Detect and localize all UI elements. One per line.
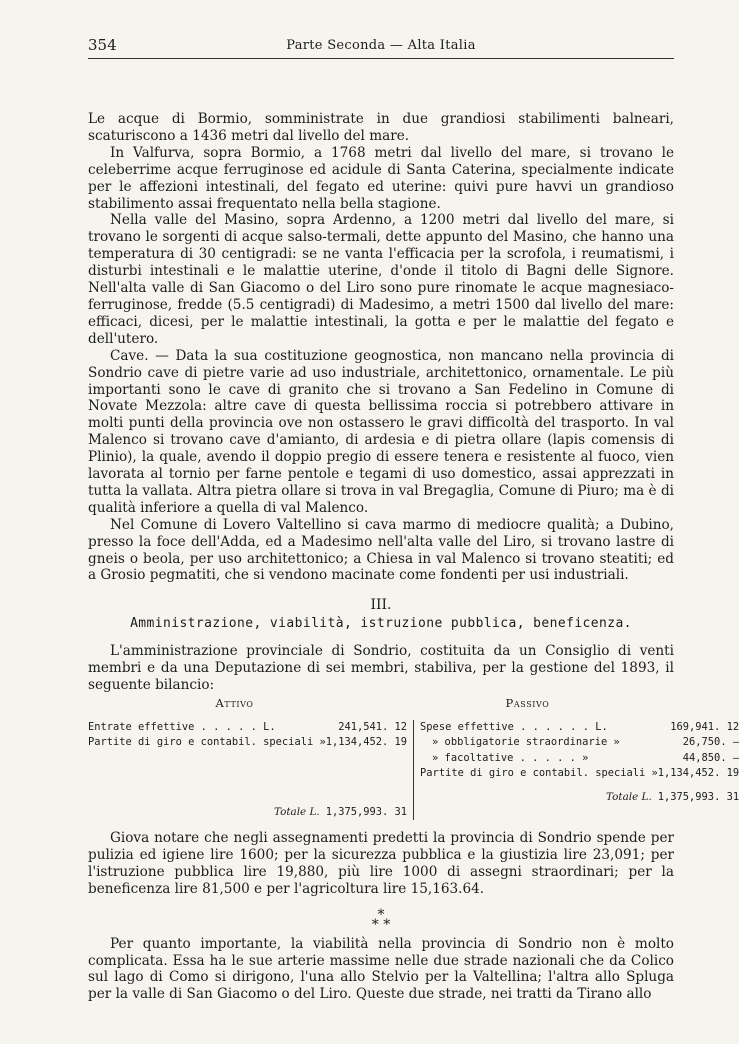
page-header: [88, 28, 674, 59]
budget-row: [420, 720, 739, 736]
page: [88, 28, 739, 1003]
attivo-heading: Attivo: [215, 696, 254, 710]
total-value: 1,375,993. 31: [657, 790, 739, 803]
budget-table: [88, 696, 739, 820]
budget-row: [420, 751, 739, 767]
section-title: Amministrazione, viabilità, istruzione pubblica, beneficenza.: [130, 616, 632, 632]
asterism-glyph: * * *: [371, 906, 391, 933]
row-value: 169,941. 12: [670, 720, 739, 733]
paragraph: Nella valle del Masino, sopra Ardenno, a 1200 metri dal livello del mare, si trovano le sorgenti di acque salso-termali, dette appunto del Masino, che hanno una temperatura di 30 centigradi: se ne vanta l'efficacia per la scrofola, i reumatismi, i disturbi intestinali e le malattie uterine, d'onde il titolo di Bagni delle Signore. Nell'alta valle di San Giacomo o del Liro sono pure rinomate le acque magnesiaco-ferruginose, fredde (5.5 centigradi) di Madesimo, a metri 1500 dal livello del mare: efficaci, dicesi, per le malattie intestinali, la gotta e per le malattie del fegato e dell'utero.: [88, 212, 674, 347]
total-value: 1,375,993. 31: [325, 805, 408, 818]
row-label: » obbligatorie straordinarie »: [432, 736, 620, 748]
section-number: III.: [370, 597, 392, 614]
paragraph: Cave. — Data la sua costituzione geognostica, non mancano nella provincia di Sondrio cave di pietre varie ad uso industriale, architettonico, ornamentale. Le più importanti sono le cave di granito che si trovano a San Fedelino in Comune di Novate Mezzola: altre cave di questa bellissima roccia si potrebbero attivare in molti punti della provincia ove non ostassero le gravi difficoltà del trasporto. In val Malenco si trovano cave d'amianto, di ardesia e di pietra ollare (lapis comensis di Plinio), la quale, avendo il doppio pregio di essere tenera e resistente al fuoco, vien lavorata al tornio per farne pentole e tegami di uso domestico, assai apprezzati in tutta la vallata. Altra pietra ollare si trova in val Bregaglia, Comune di Piuro; ma è di qualità inferiore a quella di val Malenco.: [88, 347, 674, 516]
running-title: Parte Seconda — Alta Italia: [286, 38, 476, 53]
row-label: Spese effettive . . . . . . L.: [420, 720, 608, 733]
total-label: Totale L.: [273, 805, 320, 818]
row-label: Partite di giro e contabil. speciali »: [420, 767, 658, 779]
budget-headings: [88, 696, 674, 712]
row-value: 26,750. —: [682, 736, 739, 748]
budget-row: [88, 720, 407, 736]
budget-row: [420, 766, 739, 782]
row-label: » facoltative . . . . . »: [432, 751, 589, 764]
row-value: 44,850. —: [682, 751, 739, 764]
passivo-heading: Passivo: [505, 696, 550, 710]
row-label: Entrate effettive . . . . . L.: [88, 720, 276, 733]
asterism: [88, 906, 674, 933]
page-body: [88, 111, 739, 1003]
row-value: 1,134,452. 19: [657, 767, 739, 779]
total-label: Totale L.: [606, 790, 652, 803]
paragraph: Giova notare che negli assegnamenti predetti la provincia di Sondrio spende per pulizia ed igiene lire 1600; per la sicurezza pubblica e la giustizia lire 23,091; per l'istruzione pubblica lire 19,880, più lire 1000 di assegni straordinari; per la beneficenza lire 81,500 e per l'agricoltura lire 15,163.64.: [88, 830, 674, 897]
row-value: 241,541. 12: [338, 720, 408, 733]
budget-row: [420, 735, 739, 751]
passivo-total: [420, 790, 739, 806]
passivo-column: [413, 720, 739, 821]
section-intro: L'amministrazione provinciale di Sondrio, costituita da un Consiglio di venti membri e da una Deputazione di sei membri, stabiliva, per la gestione del 1893, il seguente bilancio:: [88, 643, 674, 694]
budget-columns: [88, 720, 739, 821]
page-number: 354: [88, 36, 117, 54]
row-value: 1,134,452. 19: [325, 736, 408, 748]
budget-row: [88, 735, 407, 751]
paragraph: Nel Comune di Lovero Valtellino si cava marmo di mediocre qualità; a Dubino, presso la foce dell'Adda, ed a Madesimo nell'alta valle del Liro, si trovano lastre di gneis o beola, per uso architettonico; a Chiesa in val Malenco si trovano steatiti; ed a Grosio pegmatiti, che si vendono macinate come fondenti per usi industriali.: [88, 516, 674, 584]
paragraph: Le acque di Bormio, somministrate in due grandiosi stabilimenti balneari, scaturiscono a 1436 metri dal livello del mare.: [88, 111, 674, 144]
paragraph: Per quanto importante, la viabilità nella provincia di Sondrio non è molto complicata. Essa ha le sue arterie massime nelle due strade nazionali che da Colico sul lago di Como si dirigono, l'una allo Stelvio per la Valtellina; l'altra allo Spluga per la valle di San Giacomo o del Liro. Queste due strade, nei tratti da Tirano allo: [88, 935, 674, 1003]
paragraph: In Valfurva, sopra Bormio, a 1768 metri dal livello del mare, si trovano le celeberrime acque ferruginose ed acidule di Santa Caterina, specialmente indicate per le affezioni intestinali, del fegato ed uterine: quivi pure havvi un grandioso stabilimento assai frequentato nella bella stagione.: [88, 144, 674, 212]
row-label: Partite di giro e contabil. speciali »: [88, 736, 326, 748]
attivo-total: [88, 805, 407, 821]
attivo-column: [88, 720, 413, 821]
